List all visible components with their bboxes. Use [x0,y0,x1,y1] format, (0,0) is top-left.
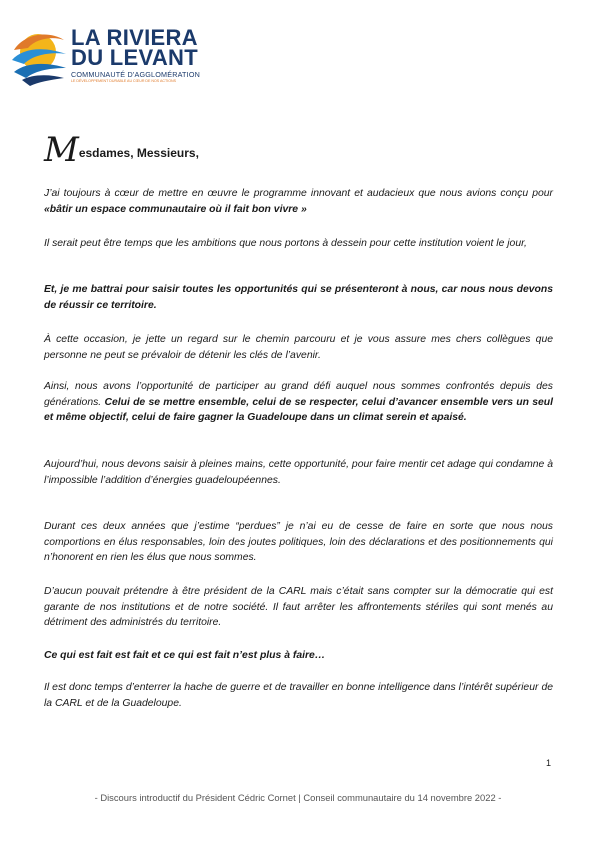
paragraph-6: Aujourd’hui, nous devons saisir à pleines mains, cette opportunité, pour faire mentir cet adage qui condamne à l’impossible l’addition d’énergies guadeloupéennes. [44,459,553,486]
paragraph-9: Ce qui est fait est fait et ce qui est fait n’est plus à faire… [44,650,326,661]
paragraph-1 [44,186,553,217]
page-number: 1 [546,758,552,768]
logo-title: LA RIVIERA DU LEVANT [71,25,198,70]
paragraph-7: Durant ces deux années que j’estime “perdues” je n’ai eu de cesse de faire en sorte que nous nous comportions en élus responsables, loin des joutes politiques, loin des déclarations et des positionnements qui n’honorent en rien les élus que nous sommes. [44,521,553,563]
salutation [44,130,199,170]
paragraph-1-text: J’ai toujours à cœur de mettre en œuvre le programme innovant et audacieux que nous avions conçu pour [44,188,553,199]
paragraph-3: Et, je me battrai pour saisir toutes les opportunités qui se présenteront à nous, car nous nous devons de réussir ce territoire. [44,284,553,311]
logo-tagline: LE DÉVELOPPEMENT DURABLE AU CŒUR DE NOS ACTIONS [71,79,176,83]
paragraph-4: À cette occasion, je jette un regard sur le chemin parcouru et je vous assure mes chers collègues que personne ne peut se prévaloir de détenir les clés de l’avenir. [44,334,553,361]
paragraph-1-quote: «bâtir un espace communautaire où il fait bon vivre » [44,203,307,215]
logo-subtitle: COMMUNAUTÉ D'AGGLOMÉRATION [71,70,201,79]
paragraph-5-emphasis: Celui de se mettre ensemble, celui de se respecter, celui d’avancer ensemble vers un seul et même objectif, celui de faire gagner la Guadeloupe dans un climat serein et apaisé. [44,396,553,423]
salutation-text: esdames, Messieurs, [78,146,199,160]
paragraph-10: Il est donc temps d’enterrer la hache de guerre et de travailler en bonne intelligence dans l’intérêt supérieur de la CARL et de la Guadeloupe. [44,682,553,709]
wave-sun-logo-icon [8,26,72,90]
salutation-dropcap: M [44,130,79,170]
paragraph-8: D’aucun pouvait prétendre à être président de la CARL mais c’était sans compter sur la démocratie qui est garante de nos institutions et de notre société. Il faut arrêter les affrontements stériles qui sont menés au détriment des administrés du territoire. [44,586,553,628]
paragraph-5-text: Ainsi, nous avons l’opportunité de participer au grand défi auquel nous sommes confrontés depuis des générations. [44,381,553,408]
paragraph-2: Il serait peut être temps que les ambitions que nous portons à dessein pour cette institution voient le jour, [44,238,527,249]
page-footer: - Discours introductif du Président Cédric Cornet | Conseil communautaire du 14 novembre 2022 - [94,792,502,803]
carl-logo [8,26,208,92]
paragraph-5 [44,379,553,426]
